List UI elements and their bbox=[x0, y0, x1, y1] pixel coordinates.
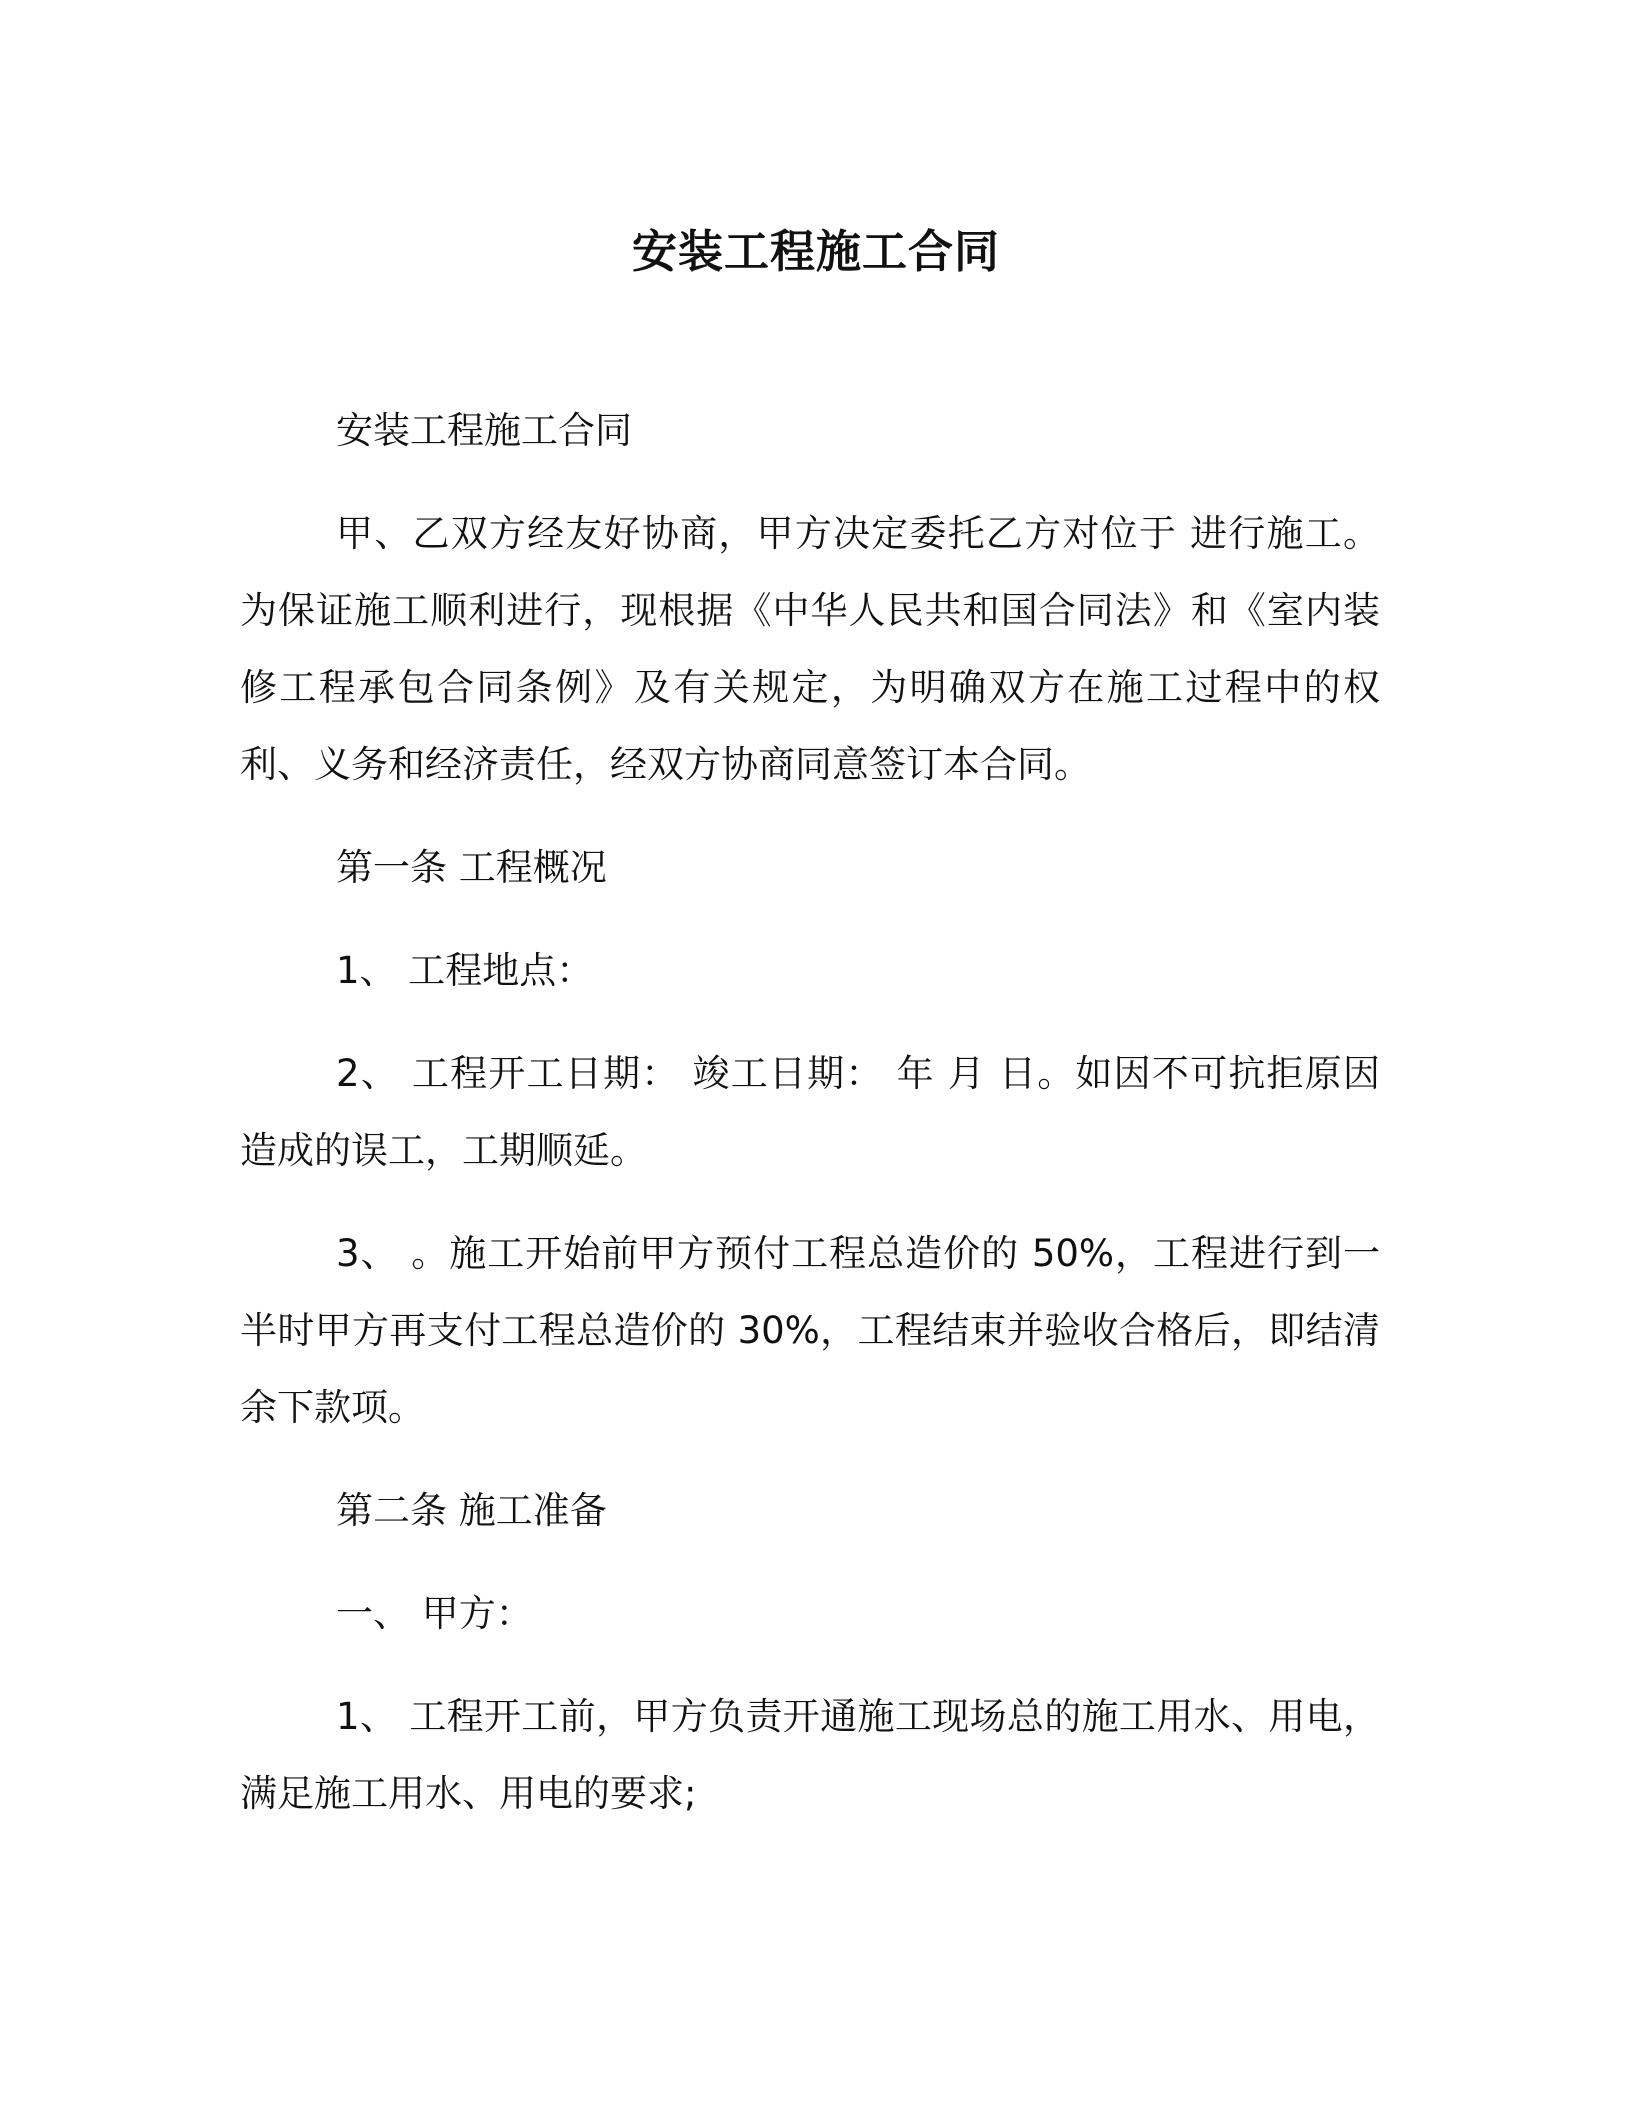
article-1-item-1: 1、 工程地点： bbox=[336, 949, 594, 992]
article-1-heading: 第一条 工程概况 bbox=[336, 846, 607, 889]
paragraph-preamble: 甲、乙双方经友好协商，甲方决定委托乙方对位于 进行施工。为保证施工顺利进行，现根据《中华人民共和国合同法》和《室内装修工程承包合同条例》及有关规定，为明确双方在施工过程中的权利、义务和经济责任，经双方协商同意签订本合同。 bbox=[240, 512, 1380, 786]
article-1-item-3: 3、 。施工开始前甲方预付工程总造价的 50%，工程进行到一半时甲方再支付工程总造价的 30%，工程结束并验收合格后，即结清余下款项。 bbox=[240, 1232, 1380, 1429]
article-1-item-2: 2、 工程开工日期： 竣工日期： 年 月 日。如因不可抗拒原因造成的误工，工期顺延。 bbox=[240, 1052, 1380, 1172]
document-title: 安装工程施工合同 bbox=[631, 225, 1000, 278]
article-2-heading: 第二条 施工准备 bbox=[336, 1489, 607, 1532]
paragraph-subtitle: 安装工程施工合同 bbox=[336, 409, 632, 452]
article-2-section-a: 一、 甲方： bbox=[336, 1592, 533, 1635]
document-body bbox=[240, 392, 1380, 1832]
article-2-item-1: 1、 工程开工前，甲方负责开通施工现场总的施工用水、用电，满足施工用水、用电的要求; bbox=[240, 1695, 1380, 1815]
